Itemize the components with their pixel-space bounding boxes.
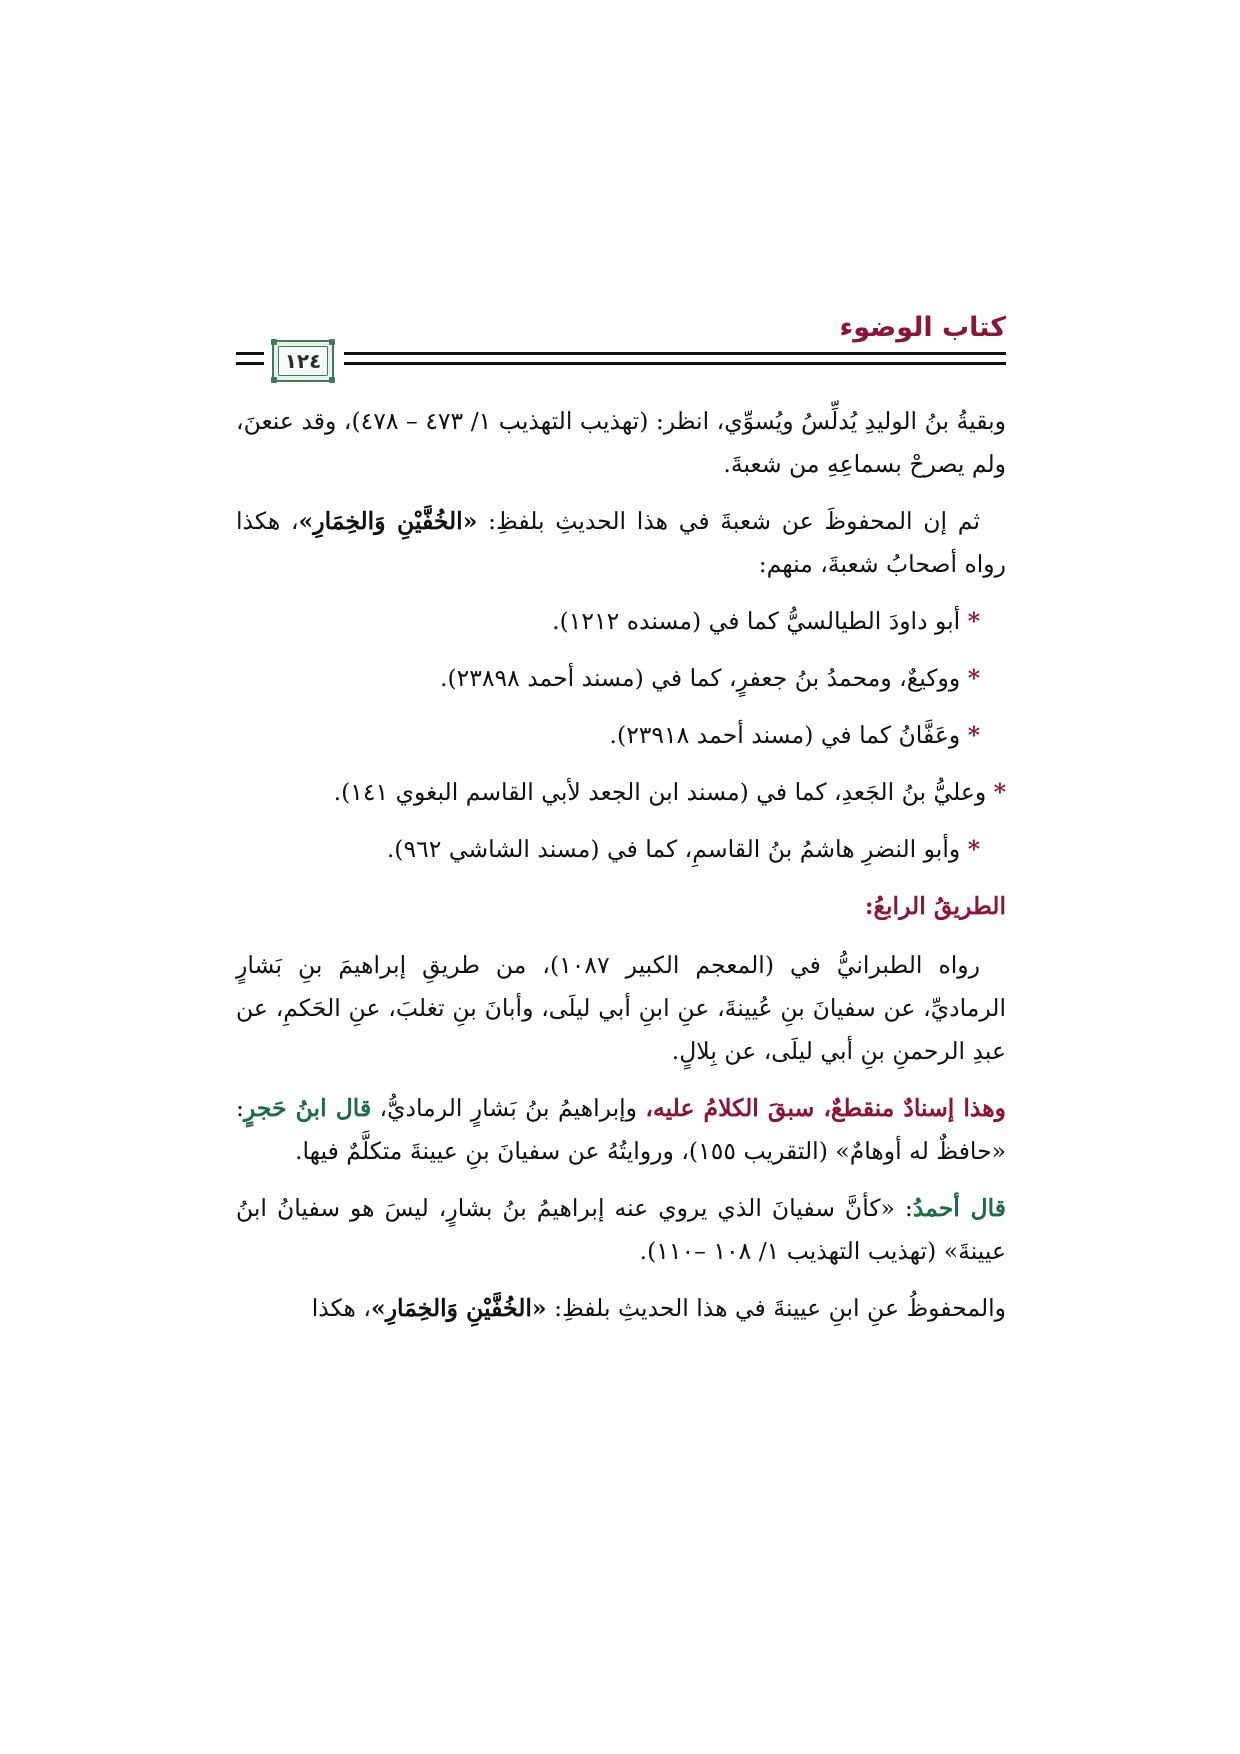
- paragraph-2-text-a: ثم إن المحفوظَ عن شعبةَ في هذا الحديثِ بلفظِ:: [477, 507, 980, 535]
- list-item: [236, 828, 1006, 871]
- scholar-quote-lead: قال أحمدُ: [912, 1194, 1006, 1222]
- page-number-frame: [278, 346, 328, 376]
- ornament-corner-icon: [271, 377, 277, 383]
- list-item-text: وعليُّ بنُ الجَعدِ، كما في (مسند ابن الجعد لأبي القاسم البغوي ١٤١).: [333, 778, 987, 806]
- ornament-corner-icon: [329, 339, 335, 345]
- paragraph-1: وبقيةُ بنُ الوليدِ يُدلِّسُ ويُسوِّي، انظر: (تهذيب التهذيب ١/ ٤٧٣ – ٤٧٨)، وقد عنعنَ، ولم يصرحْ بسماعِهِ من شعبةَ.: [236, 407, 1006, 478]
- list-item-text: ووكيعٌ، ومحمدُ بنُ جعفرٍ، كما في (مسند أحمد ٢٣٨٩٨).: [439, 664, 961, 692]
- page-body: [236, 400, 1006, 1344]
- header-rule-left-top: [236, 352, 264, 355]
- star-bullet-icon: *: [967, 664, 980, 692]
- list-item-text: وعَفَّانُ كما في (مسند أحمد ٢٣٩١٨).: [609, 721, 961, 749]
- star-bullet-icon: *: [967, 721, 980, 749]
- list-item: [236, 714, 1006, 757]
- paragraph-3: رواه الطبرانيُّ في (المعجم الكبير ١٠٨٧)، من طريقِ إبراهيمَ بنِ بَشارٍ الرماديِّ، عن سفيانَ بنِ عُيينةَ، عنِ ابنِ أبي ليلَى، وأبانَ بنِ تغلبَ، عنِ الحَكمِ، عن عبدِ الرحمنِ بنِ أبي ليلَى، عن بِلالٍ.: [236, 951, 1006, 1065]
- paragraph-5-text-b: : «كأنَّ سفيانَ الذي يروي عنه إبراهيمُ بنُ بشارٍ، ليسَ هو سفيانُ ابنُ عيينةَ» (تهذيب التهذيب ١/ ١٠٨ –١١٠).: [236, 1194, 1006, 1265]
- scholar-quote-lead: قال ابنُ حَجرٍ: [243, 1094, 372, 1122]
- paragraph-4: [236, 1087, 1006, 1173]
- page-number: ١٢٤: [284, 349, 322, 373]
- verdict-text: وهذا إسنادٌ منقطعٌ، سبقَ الكلامُ عليه،: [645, 1094, 1006, 1122]
- paragraph-6-text-c: ، هكذا: [311, 1294, 371, 1322]
- paragraph-4-text-b: وإبراهيمُ بنُ بَشارٍ الرماديُّ،: [371, 1094, 646, 1122]
- section-heading: الطريقُ الرابعُ:: [864, 892, 1006, 920]
- ornament-corner-icon: [329, 377, 335, 383]
- star-bullet-icon: *: [993, 778, 1006, 806]
- paragraph-6-text-a: والمحفوظُ عنِ ابنِ عيينةَ في هذا الحديثِ بلفظِ:: [546, 1294, 1006, 1322]
- paragraph-4-text-d: : «حافظٌ له أوهامٌ» (التقريب ١٥٥)، وروايتُهُ عن سفيانَ بنِ عيينةَ متكلَّمٌ فيها.: [236, 1094, 1006, 1165]
- star-bullet-icon: *: [967, 607, 980, 635]
- list-item: [236, 657, 1006, 700]
- list-item: [236, 600, 1006, 643]
- star-bullet-icon: *: [967, 835, 980, 863]
- list-item: [236, 771, 1006, 814]
- list-item-text: وأبو النضرِ هاشمُ بنُ القاسمِ، كما في (مسند الشاشي ٩٦٢).: [386, 835, 961, 863]
- hadith-phrase: «الخُفَّيْنِ وَالخِمَارِ»: [298, 507, 478, 535]
- list-item-text: أبو داودَ الطيالسيُّ كما في (مسنده ١٢١٢).: [552, 607, 961, 635]
- paragraph-5: [236, 1187, 1006, 1273]
- ornament-corner-icon: [271, 339, 277, 345]
- page-header: [236, 312, 1006, 390]
- paragraph-2: [236, 500, 1006, 586]
- paragraph-6: [236, 1287, 1006, 1330]
- paragraph-2-text-c: ، هكذا رواه أصحابُ شعبةَ، منهم:: [236, 507, 1006, 578]
- header-rule-left-bottom: [236, 362, 264, 365]
- header-rule-top: [344, 352, 1006, 355]
- book-title: كتاب الوضوء: [839, 312, 1006, 343]
- hadith-phrase: «الخُفَّيْنِ وَالخِمَارِ»: [371, 1294, 547, 1322]
- header-rule-bottom: [344, 362, 1006, 365]
- page-number-badge: [272, 340, 334, 382]
